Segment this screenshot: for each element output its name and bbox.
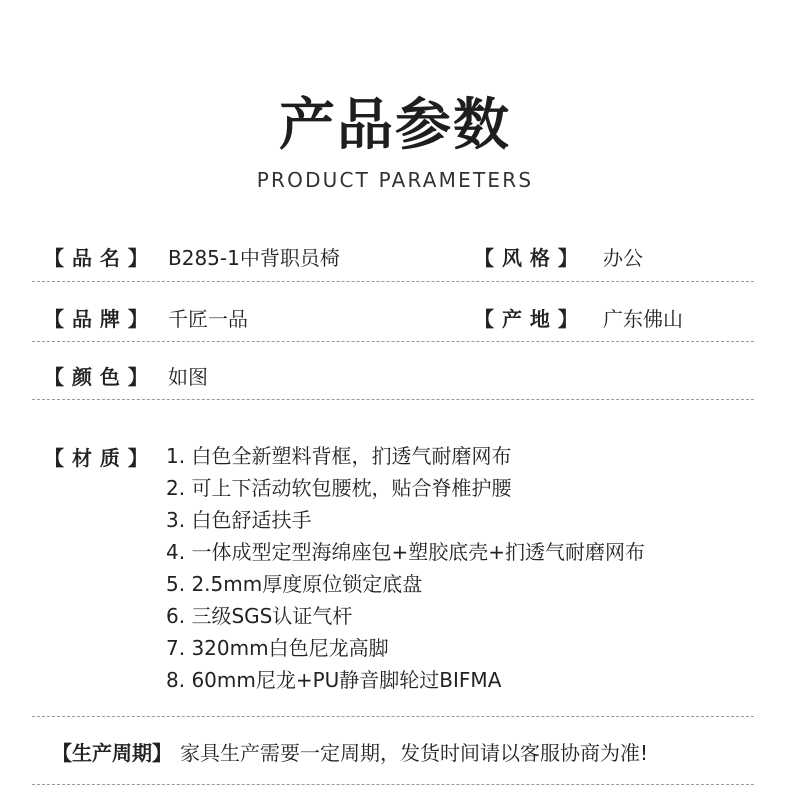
divider [32,341,754,342]
divider [32,281,754,282]
color-label: 【 颜 色 】 [44,365,149,389]
title-block [0,86,790,194]
material-item: 6. 三级SGS认证气杆 [166,604,353,628]
production-cycle-text: 家具生产需要一定周期，发货时间请以客服协商为准! [180,741,649,765]
divider [32,784,754,785]
material-item: 1. 白色全新塑料背框，扪透气耐磨网布 [166,444,512,468]
page-subtitle: PRODUCT PARAMETERS [256,168,534,192]
page-title: 产品参数 [279,93,511,158]
divider [32,716,754,717]
material-item: 4. 一体成型定型海绵座包+塑胶底壳+扪透气耐磨网布 [166,540,645,564]
material-item: 2. 可上下活动软包腰枕，贴合脊椎护腰 [166,476,512,500]
name-label: 【 品 名 】 [44,246,149,270]
brand-label: 【 品 牌 】 [44,307,149,331]
production-cycle-label: 【生产周期】 [52,741,172,765]
divider [32,399,754,400]
style-label: 【 风 格 】 [474,246,579,270]
material-item: 8. 60mm尼龙+PU静音脚轮过BIFMA [166,668,502,692]
origin-label: 【 产 地 】 [474,307,579,331]
color-value: 如图 [168,365,208,389]
name-value: B285-1中背职员椅 [168,246,340,270]
material-item: 5. 2.5mm厚度原位锁定底盘 [166,572,423,596]
material-label: 【 材 质 】 [44,446,149,470]
style-value: 办公 [603,246,643,270]
origin-value: 广东佛山 [603,307,683,331]
material-item: 3. 白色舒适扶手 [166,508,312,532]
material-list [166,440,645,696]
brand-value: 千匠一品 [168,307,248,331]
material-item: 7. 320mm白色尼龙高脚 [166,636,389,660]
